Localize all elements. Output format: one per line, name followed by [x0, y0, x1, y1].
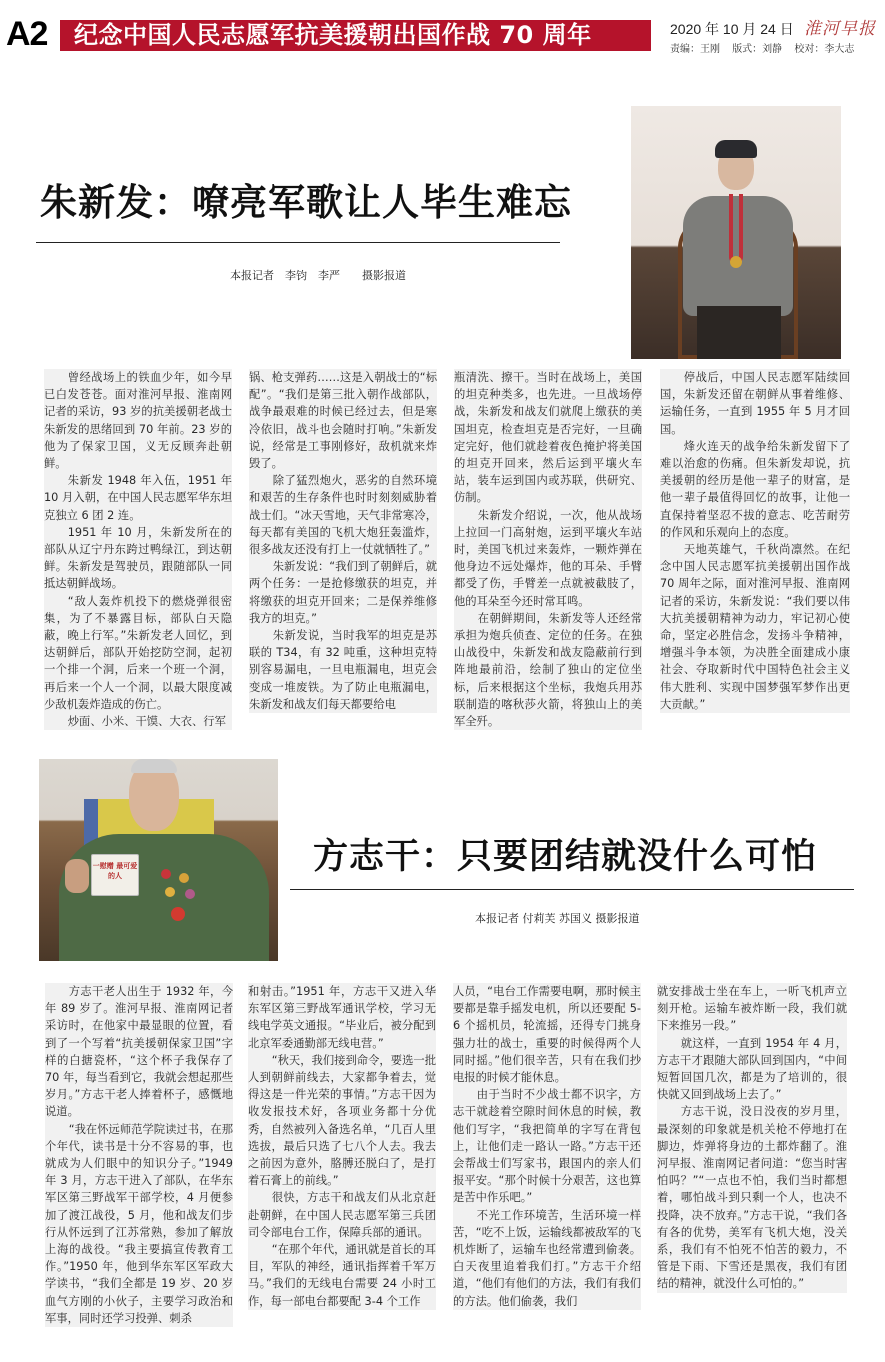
- article-byline: 本报记者 李钧 李严 摄影报道: [230, 269, 406, 282]
- paragraph: 烽火连天的战争给朱新发留下了难以治愈的伤痛。但朱新发却说，抗美援朝的经历是他一辈子的财富，是他一辈子最值得回忆的故事，让他一直保持着坚忍不拔的意志、吃苦耐劳的作风和乐观向上的态度。: [660, 439, 850, 539]
- paragraph: 人员，“电台工作需要电啊，那时候主要都是靠手摇发电机，所以还要配 5-6 个摇机员，轮流摇，还得专门挑身强力壮的战士，重要的时候得两个人同时摇。”他们很辛苦，只有在我们抄电报的时候才能休息。: [453, 985, 641, 1085]
- hair: [131, 759, 177, 773]
- article-column-4: [660, 369, 850, 713]
- article-column-4: [657, 983, 847, 1293]
- paragraph: 曾经战场上的铁血少年，如今早已白发苍苍。面对淮河早报、淮南网记者的采访，93 岁的抗美援朝老战士朱新发的思绪回到 70 年前。23 岁的他为了保家卫国，义无反顾奔赴朝鲜。: [44, 371, 232, 471]
- paragraph: 瓶清洗、擦干。当时在战场上，美国的坦克种类多，也先进。一旦战场停战，朱新发和战友们就爬上缴获的美国坦克，检查坦克是否完好，一旦确定完好，他们就趁着夜色掩护将美国的坦克开回来，然后运到平壤火车站，装车运到国内或苏联，供研究、仿制。: [454, 371, 642, 505]
- editor-credits: [670, 40, 863, 55]
- paragraph: 朱新发说，当时我军的坦克是苏联的 T34，有 32 吨重，这种坦克特别容易漏电，一旦电瓶漏电，坦克会变成一堆废铁。为了防止电瓶漏电，朱新发和战友们每天都要给电: [249, 629, 437, 711]
- paragraph: 方志干老人出生于 1932 年，今年 89 岁了。淮河早报、淮南网记者采访时，在他家中最显眼的位置，看到了一个写着“抗美援朝保家卫国”字样的白搪瓷杯，“这个杯子我保存了 70 年，每当看到它，我就会想起那些岁月。”方志干老人捧着杯子，感慨地说道。: [45, 985, 233, 1119]
- section-banner: 纪念中国人民志愿军抗美援朝出国作战 70 周年: [60, 20, 651, 51]
- paragraph: 朱新发 1948 年入伍，1951 年 10 月入朝，在中国人民志愿军华东坦克独立 6 团 2 连。: [44, 474, 232, 522]
- trousers: [697, 306, 781, 359]
- paragraph: 炒面、小米、干馍、大衣、行军: [67, 715, 226, 729]
- paragraph: 就安排战士坐在车上，一听飞机声立刻开枪。运输车被炸断一段，我们就下来推另一段。”: [657, 985, 847, 1033]
- paragraph: 1951 年 10 月，朱新发所在的部队从辽宁丹东跨过鸭绿江，到达朝鲜。朱新发是驾驶员，跟随部队一同抵达朝鲜战场。: [44, 525, 232, 591]
- paragraph: 朱新发介绍说，一次，他从战场上拉回一门高射炮，运到平壤火车站时，美国飞机过来轰炸，一颗炸弹在他身边不远处爆炸，他的耳朵、手臂都受了伤，手臂差一点就被截肢了，他的耳朵至今还时常耳鸣。: [454, 508, 642, 608]
- medals-icon: [157, 869, 203, 925]
- paragraph: 由于当时不少战士都不识字，方志干就趁着空隙时间休息的时候，教他们写字，“我把简单的字写在背包上，让他们走一路认一路。”方志干还会帮战士们写家书，跟国内的亲人们报平安。“那个时候十分艰苦，这也算是苦中作乐吧。”: [453, 1088, 641, 1205]
- enamel-mug: 一慰赠 最可爱的人: [91, 854, 139, 896]
- article-column-2: [249, 369, 437, 713]
- hand: [65, 859, 89, 893]
- headline-divider: [290, 889, 854, 890]
- veteran-portrait-photo: [631, 106, 841, 359]
- paragraph: 除了猛烈炮火，恶劣的自然环境和艰苦的生存条件也时时刻刻威胁着战士们。“冰天雪地，天气非常寒冷，每天都有美国的飞机大炮狂轰滥炸，很多战友还没有打上一仗就牺牲了。”: [249, 474, 437, 557]
- article-column-2: [248, 983, 436, 1310]
- paragraph: “敌人轰炸机投下的燃烧弹很密集，为了不暴露目标，部队白天隐蔽，晚上行军。”朱新发老人回忆，到达朝鲜后，部队开始挖防空洞，起初一个排一个洞，后来一个班一个洞，再后来一个人一个洞，以最大限度减少敌机轰炸造成的伤亡。: [44, 594, 232, 711]
- article-headline: 朱新发：嘹亮军歌让人毕生难忘: [40, 181, 572, 224]
- article-column-3: [453, 983, 641, 1310]
- paragraph: 停战后，中国人民志愿军陆续回国，朱新发还留在朝鲜从事着维修、运输任务，一直到 1955 年 5 月才回国。: [660, 371, 850, 436]
- editor-in-charge: 责编：王刚: [670, 44, 720, 55]
- article-column-3: [454, 369, 642, 730]
- issue-date: 2020 年 10 月 24 日: [670, 21, 794, 37]
- medal-icon: [730, 256, 742, 268]
- article-headline: 方志干：只要团结就没什么可怕: [313, 837, 818, 877]
- paragraph: 在朝鲜期间，朱新发等人还经常承担为炮兵侦查、定位的任务。在独山战役中，朱新发和战友隐蔽前行到阵地最前沿，绘制了独山的定位坐标，后来根据这个坐标，我炮兵用苏联制造的喀秋莎火箭，将独山上的美军全歼。: [454, 611, 642, 729]
- article-column-1: [44, 369, 232, 730]
- paragraph: 方志干说，没日没夜的岁月里，最深刻的印象就是机关枪不停地打在脚边，炸弹将身边的土都炸翻了。淮河早报、淮南网记者问道：“您当时害怕吗？”“一点也不怕，我们当时都想着，哪怕战斗到只剩一个人，也决不投降，决不放弃。”方志干说，“我们各有各的优势，美军有飞机大炮，没关系，我们有不怕死不怕苦的毅力，不管是下雨、下雪还是黑夜，我们有团结的精神，就没什么可怕的。”: [657, 1105, 847, 1291]
- paragraph: 锅、枪支弹药……这是入朝战士的“标配”。“我们是第三批入朝作战部队，战争最艰难的时候已经过去，但是寒冷依旧，战斗也会随时打响。”朱新发说，经常是工事刚修好，敌机就来炸毁了。: [249, 371, 437, 471]
- paragraph: 很快，方志干和战友们从北京赶赴朝鲜，在中国人民志愿军第三兵团司令部电台工作，保障兵部的通讯。: [248, 1191, 436, 1239]
- article-column-1: [45, 983, 233, 1327]
- article-byline: 本报记者 付莉芙 苏国义 摄影报道: [475, 912, 640, 925]
- paragraph: 和射击。”1951 年，方志干又进入华东军区第三野战军通讯学校，学习无线电学英文通报。“毕业后，被分配到北京军委通勤部无线电营。”: [248, 985, 436, 1050]
- paragraph: 就这样，一直到 1954 年 4 月，方志干才跟随大部队回到国内，“中间短暂回国几次，都是为了培训的，很快就又回到战场上去了。”: [657, 1036, 847, 1102]
- paragraph: 不光工作环境苦，生活环境一样苦，“吃不上饭，运输线都被敌军的飞机炸断了，运输车也经常遭到偷袭。白天夜里追着我们打。”方志干介绍道，“他们有他们的方法，我们有我们的方法。他们偷袭，我们: [453, 1208, 641, 1308]
- paragraph: 天地英雄气，千秋尚凛然。在纪念中国人民志愿军抗美援朝出国作战 70 周年之际，面对淮河早报、淮南网记者的采访，朱新发说：“我们要以伟大抗美援朝精神为动力，牢记初心使命，坚定必胜信念，发扬斗争精神，增强斗争本领，为决胜全面建成小康社会、夺取新时代中国特色社会主义伟大胜利、实现中国梦强军梦作出更大贡献。”: [660, 543, 850, 711]
- paragraph: “在那个年代，通讯就是首长的耳目，军队的神经，通讯指挥着千军万马。”我们的无线电台需要 24 小时工作，每一部电台都要配 3-4 个工作: [248, 1243, 436, 1308]
- paragraph: “我在怀远师范学院读过书，在那个年代，读书是十分不容易的事，也就成为人们眼中的知识分子。”1949 年 3 月，方志干进入了部队，在华东军区第三野战军干部学校，4 月便参加了渡江战役，5 月，他和战友们步行从怀远到了江苏常熟，参加了解放上海的战役。“我主要搞宣传教育工作。”1950 年，他到华东军区军政大学读书，“我们全都是 19 岁、20 岁血气方刚的小伙子，主要学习政治和军事，同时还学习投弹、刺杀: [45, 1122, 233, 1325]
- veteran-with-mug-photo: [39, 759, 278, 961]
- page-number: A2: [6, 15, 48, 53]
- proofreader: 校对：李大志: [794, 44, 855, 55]
- paragraph: “秋天，我们接到命令，要选一批人到朝鲜前线去，大家都争着去，觉得这是一件光荣的事情。”方志干因为收发报技术好，各项业务都十分优秀，自然被列入备选名单，“几百人里选拔，最后只选了七八个人去。我去之前因为意外，胳膊还脱臼了，是打着石膏上的前线。”: [248, 1053, 436, 1188]
- medal-ribbon: [729, 194, 743, 264]
- layout-editor: 版式：刘静: [732, 44, 783, 55]
- newspaper-masthead-logo: 淮河早报: [804, 19, 876, 39]
- paragraph: 朱新发说：“我们到了朝鲜后，就两个任务：一是抢修缴获的坦克，并将缴获的坦克开回来；二是保养维修我方的坦克。”: [249, 560, 437, 625]
- headline-divider: [36, 242, 560, 243]
- cap: [715, 140, 757, 158]
